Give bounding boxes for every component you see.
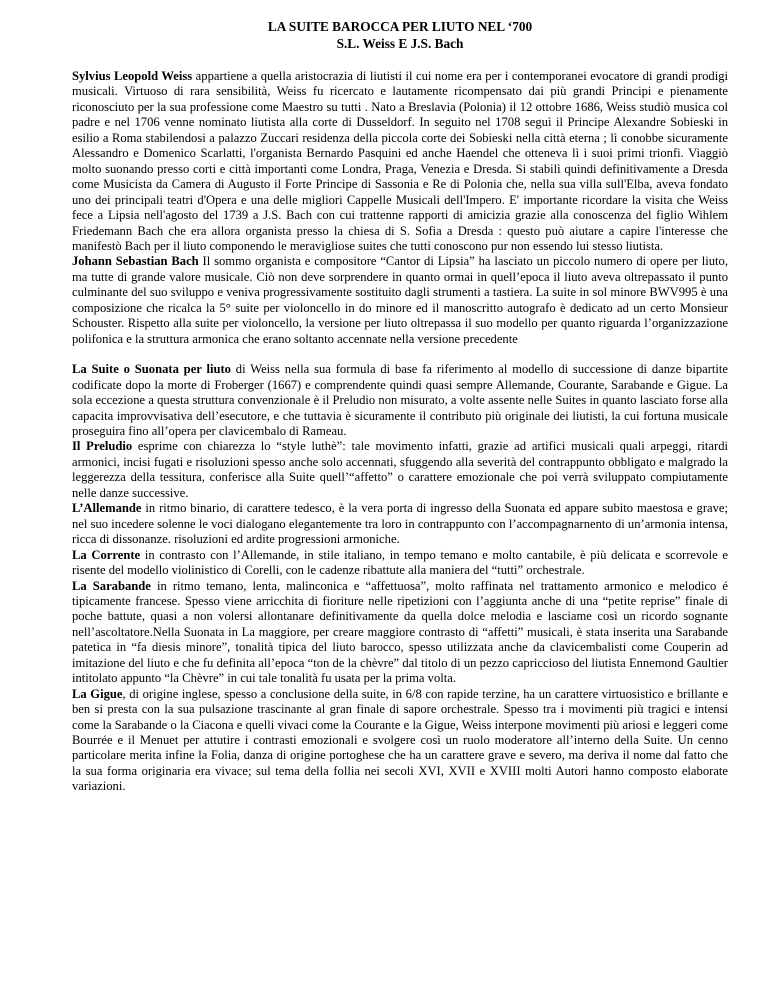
paragraph-text: appartiene a quella aristocrazia di liutisti il cui nome era per i contemporanei evocatore di grandi prodigi musicali. Virtuoso di rara sensibilità, Weiss fu ricercato e lautamente ricompensato dai più grandi Principi e pienamente riconosciuto per la sua professione come Maestro su tutti . Nato a Breslavia (Polonia) il 12 ottobre 1686, Weiss studiò musica col padre e nel 1706 venne nominato liutista alla corte di Dusseldorf. In seguito nel 1708 seguì il Principe Alexandre Sobieski in esilio a Roma stabilendosi a palazzo Zuccari residenza della piccola corte dei Sobieski nella città eterna ; lì conobbe sicuramente Alessandro e Domenico Scarlatti, l'organista Bernardo Pasquini ed anche Haendel che otteneva lì i suoi primi trionfi. Viaggiò molto suonando presso corti e città importanti come Londra, Praga, Venezia e Dresda. Si stabilì quindi definitivamente a Dresda come Musicista da Camera di Augusto il Forte Principe di Sassonia e Re di Polonia che, nella sua villa sull'Elba, aveva fondato uno dei principali teatri d'Opera e una delle migliori Cappelle Musicali dell'Impero. E' importante ricordare la visita che Weiss fece a Lipsia nell'agosto del 1739 a J.S. Bach con cui trattenne rapporti di amicizia grazie alla conoscenza del figlio Wihlem Friedemann Bach che era allora organista presso la chiesa di S. Sofia a Dresda : questo può aiutare a capire l'interesse che manifestò Bach per il liuto componendo le meravigliose suites che tutti conoscono pur non essendo lui stesso liutista. — [72, 69, 729, 253]
paragraph-text: Il sommo organista e compositore “Cantor di Lipsia” ha lasciato un piccolo numero di opere per liuto, ma tutte di grande valore musicale. Ciò non deve sorprendere in quanto ormai in quell’epoca il liuto aveva oltrepassato il punto culminante del suo sviluppo e veniva progressivamente sostituito dagli strumenti a tastiera. La suite in sol minore BWV995 è una composizione che ricalca la 5° suite per violoncello in do minore ed il manoscritto autografo è dedicato ad un certo Monsieur Schouster. Rispetto alla suite per violoncello, la versione per liuto oltrepassa il suo modello per quanto riguarda l’organizzazione polifonica e la struttura armonica che erano soltanto accennate nella versione precedente — [72, 254, 728, 346]
paragraph-text: , di origine inglese, spesso a conclusione della suite, in 6/8 con rapide terzine, ha un carattere virtuosistico e brillante e ben si presta con la sua pulsazione trascinante al gran finale di sapore orchestrale. Spesso tra i movimenti più tragici e intensi come la Sarabande o la Ciacona e quelli vivaci come la Courante e la Gigue, Weiss interpone movimenti più ariosi e leggeri come Bourrée e il Menuet per attutire i contrasti emozionali e svolgere così un ruolo moderatore all’interno della Suite. Un cenno particolare merita infine la Folia, danza di origine portoghese che ha un carattere grave e severo, ma deriva il nome dal fatto che la sua forma originaria era vivace; sul tema della follia nei secoli XVI, XVII e XVIII molti Autori hanno composto elaborate variazioni. — [72, 686, 728, 794]
paragraph-text: di Weiss nella sua formula di base fa riferimento al modello di successione di danze bipartite codificate dopo la morte di Froberger (1667) e comprendente quindi quasi sempre Allemande, Courante, Sarabande e Gigue. La sola eccezione a questa struttura convenzionale è il Preludio non misurato, a volte assente nelle Suites in quanto lasciato forse alla capacita improvvisativa dell’esecutore, e che tuttavia è sicuramente il contributo più originale dei liutisti, la cui fortuna musicale proseguira fino all’opera per clavicembalo di Rameau. — [72, 362, 728, 438]
paragraph-suite — [72, 362, 728, 439]
paragraph-weiss — [72, 69, 728, 254]
paragraph-text: in ritmo temano, lenta, malinconica e “affettuosa”, molto raffinata nel trattamento armonico e melodico é tipicamente francese. Spesso viene arricchita di fioriture nelle ripetizioni con l’aggiunta anche di una “petite reprise” finale di poche battute, quasi a non volersi allontanare definitivamente da quella dolce melodia e lasciame così un ricordo sognante nell’ascoltatore.Nella Suonata in La maggiore, per creare maggiore contrasto di “affetti” musicali, è stata inserita una Sarabande patetica in “fa diesis minore”, tonalità tipica del liuto barocco, spesso utilizzata anche da clavicembalisti come Couperin ad imitazione del liuto e che fu definita all’epoca “ton de la chèvre” dal titolo di un pezzo capriccioso del liutista Ennemond Gaultier intitolato appunto “la Chèvre” in cui tale tonalità fu usata per la prima volta. — [72, 578, 729, 686]
paragraph-corrente — [72, 548, 728, 579]
document-subtitle: S.L. Weiss E J.S. Bach — [336, 36, 464, 51]
paragraph-allemande — [72, 501, 728, 547]
paragraph-lead: La Sarabande — [72, 578, 151, 593]
paragraph-lead: Sylvius Leopold Weiss — [72, 69, 193, 83]
paragraph-gigue — [72, 687, 728, 795]
paragraph-bach — [72, 254, 728, 347]
paragraph-text: in contrasto con l’Allemande, in stile italiano, in tempo temano e molto cantabile, è più delicata e scorrevole e risente del modello violinistico di Corelli, con le cadenze ribattute alla maniera del “tutti” orchestrale. — [72, 547, 728, 578]
paragraph-lead: La Gigue — [72, 686, 123, 701]
paragraph-lead: L’Allemande — [72, 501, 142, 516]
paragraph-sarabande — [72, 579, 728, 687]
paragraph-lead: La Corrente — [72, 547, 141, 562]
paragraph-text: in ritmo binario, di carattere tedesco, è la vera porta di ingresso della Suonata ed appare subito maestosa e grave; nel suo incedere solenne le voci dialogano elegantemente tra loro in contrappunto con l’accompagnarnento di un’armonia intensa, ricca di dissonanze. risoluzioni ed ardite progressioni armoniche. — [72, 501, 728, 547]
paragraph-lead: La Suite o Suonata per liuto — [72, 362, 231, 377]
paragraph-lead: Il Preludio — [72, 439, 133, 454]
paragraph-preludio — [72, 439, 728, 501]
paragraph-lead: Johann Sebastian Bach — [72, 254, 199, 269]
document-title: LA SUITE BAROCCA PER LIUTO NEL ‘700 — [267, 19, 533, 34]
paragraph-text: esprime con chiarezza lo “style luthè”: tale movimento infatti, grazie ad artifici musicali quali arpeggi, ritardi armonici, incisi fugati e risoluzioni spesso anche solo accennati, sfuggendo alla severità del contrappunto obbligato e malgrado la leggerezza della tessitura, conferisce alla Suite quell’“affetto” o carattere emozionale che poi verrà sviluppato compiutamente nelle danze successive. — [72, 439, 728, 500]
document-header — [72, 18, 728, 52]
